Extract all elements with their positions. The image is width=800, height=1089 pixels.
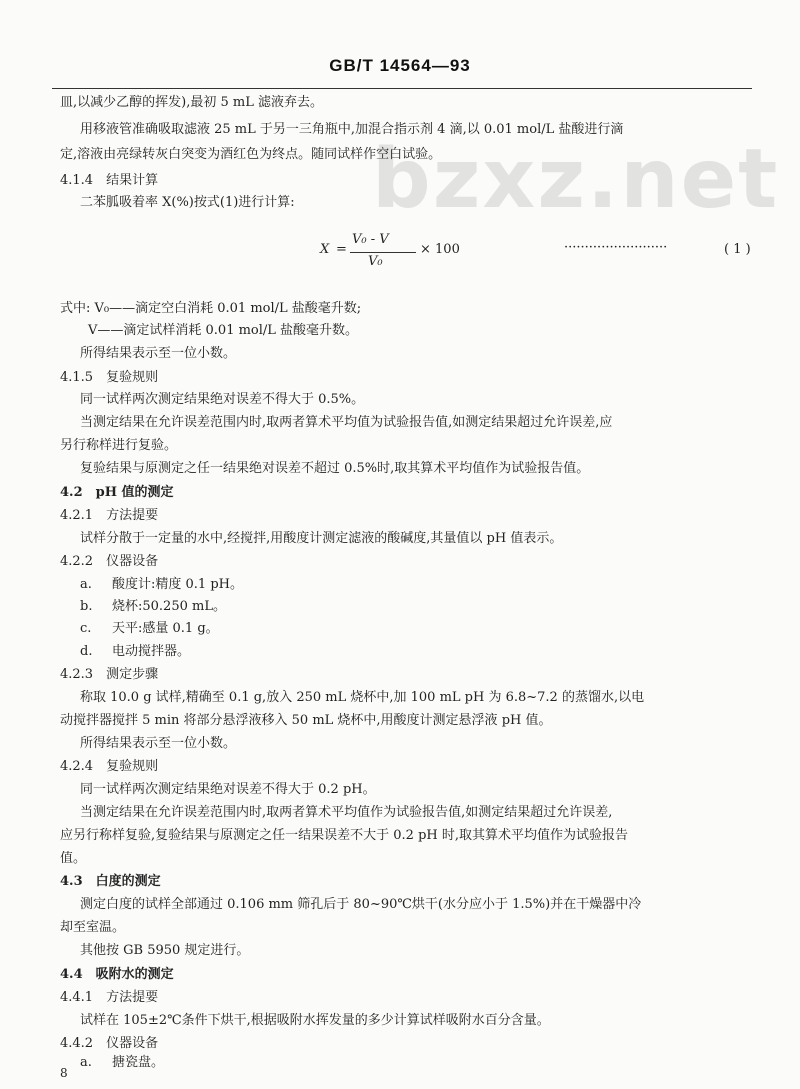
section-heading-4-2: 4.2 pH 值的测定 — [60, 485, 174, 500]
paragraph-line: 二苯胍吸着率 X(%)按式(1)进行计算: — [80, 195, 295, 210]
formula-number: ( 1 ) — [724, 242, 751, 257]
section-heading-4-4-1: 4.4.1 方法提要 — [60, 990, 159, 1005]
paragraph-line: 式中: V₀——滴定空白消耗 0.01 mol/L 盐酸毫升数; — [60, 301, 362, 316]
paragraph-line: 定,溶液由亮绿转灰白突变为酒红色为终点。随同试样作空白试验。 — [60, 147, 442, 162]
paragraph-line: 当测定结果在允许误差范围内时,取两者算术平均值为试验报告值,如测定结果超过允许误差,应 — [80, 415, 613, 430]
section-heading-4-2-4: 4.2.4 复验规则 — [60, 759, 159, 774]
formula-lhs: X — [320, 242, 330, 257]
paragraph-line: 复验结果与原测定之任一结果绝对误差不超过 0.5%时,取其算术平均值作为试验报告值。 — [80, 461, 590, 476]
paragraph-line: 测定白度的试样全部通过 0.106 mm 筛孔后于 80~90℃烘干(水分应小于 1.5%)并在干燥器中冷 — [80, 897, 642, 912]
section-heading-4-4-2: 4.4.2 仪器设备 — [60, 1036, 159, 1051]
header-rule — [52, 88, 752, 89]
list-item-text: 天平:感量 0.1 g。 — [112, 621, 219, 636]
list-item-text: 酸度计:精度 0.1 pH。 — [112, 577, 243, 592]
section-heading-4-2-1: 4.2.1 方法提要 — [60, 508, 159, 523]
section-heading-4-1-5: 4.1.5 复验规则 — [60, 370, 159, 385]
list-item-label: a. — [80, 577, 92, 592]
formula-fraction-bar — [350, 252, 416, 253]
formula-multiplier: × 100 — [420, 242, 460, 257]
paragraph-line: 所得结果表示至一位小数。 — [80, 346, 237, 361]
formula-1 — [316, 232, 756, 272]
paragraph-line: 值。 — [60, 851, 87, 866]
list-item-label: a. — [80, 1055, 92, 1070]
paragraph-line: V——滴定试样消耗 0.01 mol/L 盐酸毫升数。 — [88, 323, 359, 338]
page-number: 8 — [60, 1066, 68, 1080]
paragraph-line: 同一试样两次测定结果绝对误差不得大于 0.2 pH。 — [80, 782, 376, 797]
formula-leader-dots: ························· — [564, 240, 668, 255]
section-heading-4-3: 4.3 白度的测定 — [60, 874, 161, 889]
list-item-label: c. — [80, 621, 92, 636]
list-item-label: d. — [80, 644, 93, 659]
paragraph-line: 动搅拌器搅拌 5 min 将部分悬浮液移入 50 mL 烧杯中,用酸度计测定悬浮液 pH 值。 — [60, 713, 552, 728]
watermark: bzxz.net — [372, 132, 780, 227]
paragraph-line: 同一试样两次测定结果绝对误差不得大于 0.5%。 — [80, 392, 365, 407]
paragraph-line: 所得结果表示至一位小数。 — [80, 736, 237, 751]
list-item-text: 电动搅拌器。 — [112, 644, 191, 659]
paragraph-line: 当测定结果在允许误差范围内时,取两者算术平均值作为试验报告值,如测定结果超过允许误差, — [80, 805, 613, 820]
paragraph-line: 应另行称样复验,复验结果与原测定之任一结果误差不大于 0.2 pH 时,取其算术平均值作为试验报告 — [60, 828, 628, 843]
formula-equals: = — [336, 242, 347, 257]
formula-denominator: V₀ — [368, 254, 383, 269]
list-item-label: b. — [80, 599, 93, 614]
paragraph-line: 其他按 GB 5950 规定进行。 — [80, 943, 250, 958]
section-heading-4-2-3: 4.2.3 测定步骤 — [60, 667, 159, 682]
section-heading-4-1-4: 4.1.4 结果计算 — [60, 173, 159, 188]
list-item-text: 烧杯:50.250 mL。 — [112, 599, 226, 614]
paragraph-line: 用移液管准确吸取滤液 25 mL 于另一三角瓶中,加混合指示剂 4 滴,以 0.01 mol/L 盐酸进行滴 — [80, 122, 624, 137]
formula-numerator: V₀ - V — [352, 232, 389, 247]
list-item-text: 搪瓷盘。 — [112, 1055, 165, 1070]
paragraph-line: 却至室温。 — [60, 920, 126, 935]
paragraph-line: 皿,以减少乙醇的挥发),最初 5 mL 滤液弃去。 — [60, 95, 323, 110]
section-heading-4-2-2: 4.2.2 仪器设备 — [60, 554, 159, 569]
paragraph-line: 试样分散于一定量的水中,经搅拌,用酸度计测定滤液的酸碱度,其量值以 pH 值表示。 — [80, 531, 563, 546]
paragraph-line: 称取 10.0 g 试样,精确至 0.1 g,放入 250 mL 烧杯中,加 100 mL pH 为 6.8~7.2 的蒸馏水,以电 — [80, 690, 645, 705]
paragraph-line: 试样在 105±2℃条件下烘干,根据吸附水挥发量的多少计算试样吸附水百分含量。 — [80, 1013, 550, 1028]
section-heading-4-4: 4.4 吸附水的测定 — [60, 967, 174, 982]
paragraph-line: 另行称样进行复验。 — [60, 438, 178, 453]
page-header-title: GB/T 14564—93 — [329, 56, 471, 75]
